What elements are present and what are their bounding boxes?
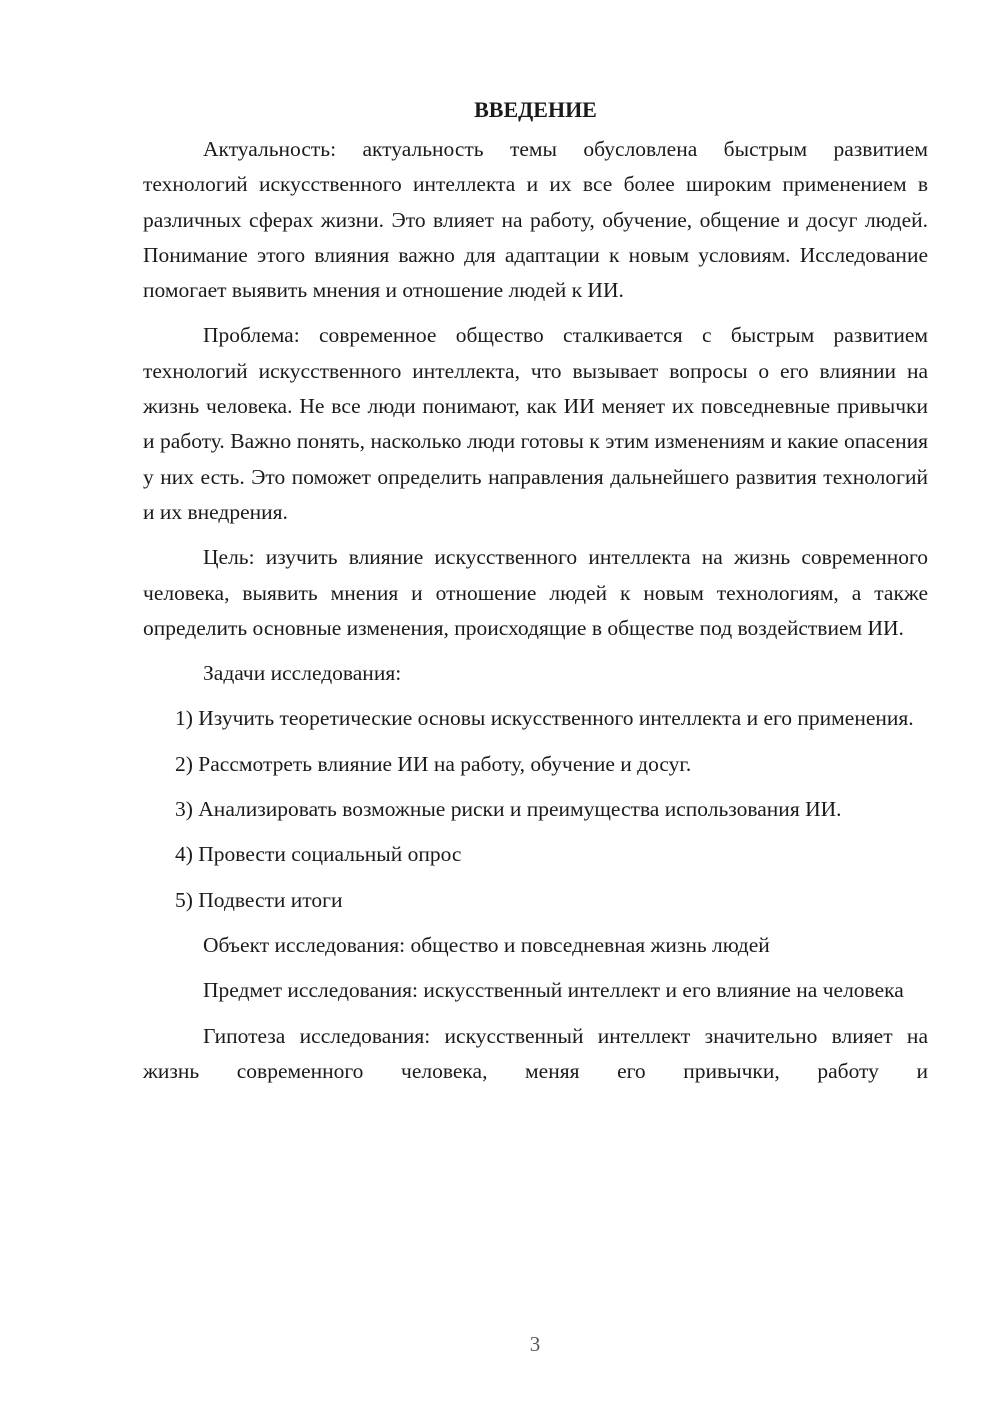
task-item-3: 3) Анализировать возможные риски и преимущества использования ИИ. (175, 797, 842, 822)
task-item-2: 2) Рассмотреть влияние ИИ на работу, обучение и досуг. (175, 751, 692, 776)
task-item-5: 5) Подвести итоги (175, 887, 343, 912)
problem-paragraph: Проблема: современное общество сталкивается с быстрым развитием технологий искусственного интеллекта, что вызывает вопросы о его влиянии на жизнь человека. Не все люди понимают, как ИИ меняет их повседневные привычки и работу. Важно понять, насколько люди готовы к этим изменениям и какие опасения у них есть. Это поможет определить направления дальнейшего развития технологий и их внедрения. (143, 323, 928, 524)
page-number: 3 (529, 1332, 541, 1356)
tasks-title: Задачи исследования: (203, 661, 402, 686)
relevance-paragraph: Актуальность: актуальность темы обусловлена быстрым развитием технологий искусственного интеллекта и их все более широким применением в различных сферах жизни. Это влияет на работу, обучение, общение и досуг людей. Понимание этого влияния важно для адаптации к новым условиям. Исследование помогает выявить мнения и отношение людей к ИИ. (143, 137, 928, 303)
task-item-4: 4) Провести социальный опрос (175, 842, 462, 867)
task-item-1: 1) Изучить теоретические основы искусственного интеллекта и его применения. (175, 706, 914, 731)
hypothesis-paragraph: Гипотеза исследования: искусственный интеллект значительно влияет на жизнь современного человека, меняя его привычки, работу и (143, 1023, 928, 1083)
section-heading: ВВЕДЕНИЕ (474, 97, 597, 122)
object-paragraph: Объект исследования: общество и повседневная жизнь людей (203, 932, 770, 957)
goal-paragraph: Цель: изучить влияние искусственного интеллекта на жизнь современного человека, выявить мнения и отношение людей к новым технологиям, а также определить основные изменения, происходящие в обществе под воздействием ИИ. (143, 545, 928, 640)
subject-paragraph: Предмет исследования: искусственный интеллект и его влияние на человека (203, 978, 904, 1003)
document-page (143, 92, 928, 1099)
